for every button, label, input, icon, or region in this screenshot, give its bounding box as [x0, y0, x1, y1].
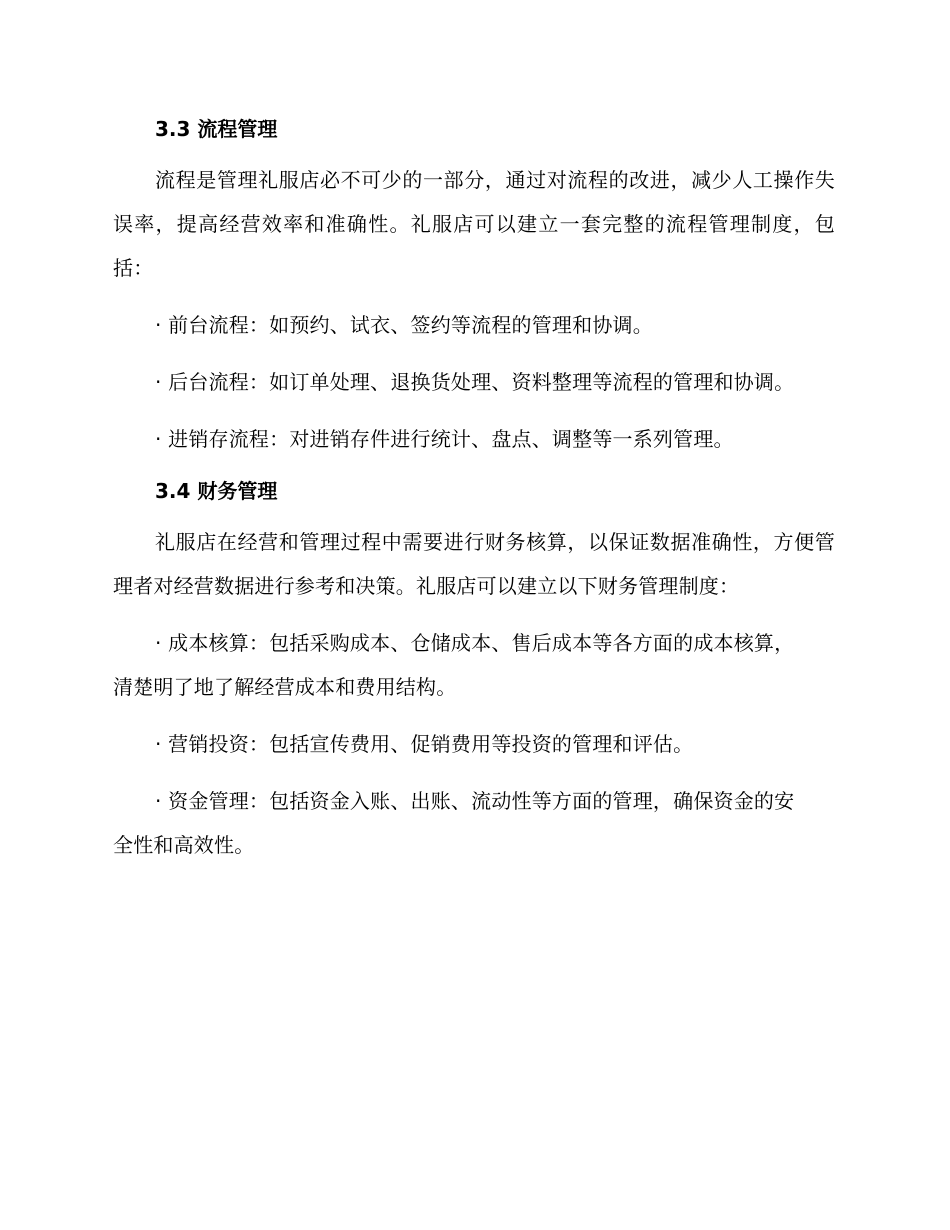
bullet-item: · 前台流程：如预约、试衣、签约等流程的管理和协调。 [155, 313, 653, 337]
section-heading: 3.3 流程管理 [155, 117, 278, 141]
section-intro-paragraph: 礼服店在经营和管理过程中需要进行财务核算，以保证数据准确性，方便管理者对经营数据进行参考和决策。礼服店可以建立以下财务管理制度： [113, 530, 835, 598]
bullet-item: · 进销存流程：对进销存件进行统计、盘点、调整等一系列管理。 [155, 427, 734, 451]
bullet-item: · 营销投资：包括宣传费用、促销费用等投资的管理和评估。 [155, 732, 694, 756]
document-content [113, 112, 835, 880]
bullet-item: · 后台流程：如订单处理、退换货处理、资料整理等流程的管理和协调。 [155, 370, 795, 394]
section-process-management [113, 112, 835, 461]
section-finance-management [113, 474, 835, 867]
section-heading: 3.4 财务管理 [155, 479, 278, 503]
section-intro-paragraph: 流程是管理礼服店必不可少的一部分，通过对流程的改进，减少人工操作失误率，提高经营效率和准确性。礼服店可以建立一套完整的流程管理制度，包括： [113, 168, 835, 280]
bullet-item: · 成本核算：包括采购成本、仓储成本、售后成本等各方面的成本核算，清楚明了地了解经营成本和费用结构。 [113, 631, 795, 699]
bullet-item: · 资金管理：包括资金入账、出账、流动性等方面的管理，确保资金的安全性和高效性。 [113, 789, 795, 857]
